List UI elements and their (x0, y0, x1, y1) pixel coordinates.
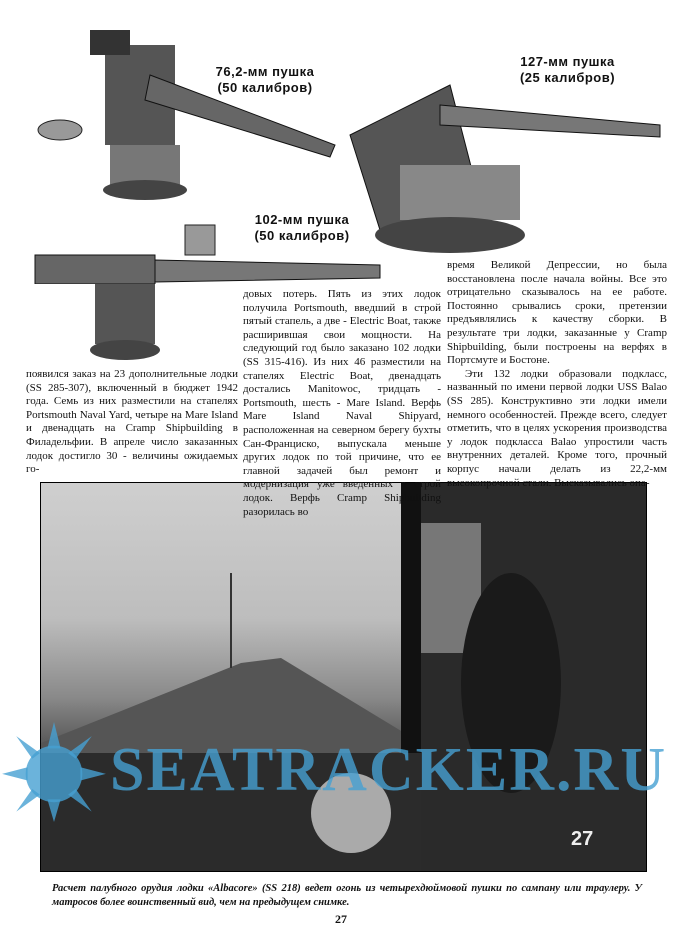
photo-scene (41, 483, 646, 872)
photo-corner-number: 27 (571, 828, 594, 850)
label-line: 76,2-мм пушка (215, 64, 315, 79)
paragraph: появился заказ на 23 дополнительные лодки (SS 285-307), включенный в бюджет 1942 года. Семь из них разместили на стапелях Portsmouth Naval Yard, четыре на Mare Island и двенадцать на Cramp Shipbuilding в Филадельфии. В апреле число заказанных лодок достигло 30 - величины ожидаемых го- (26, 368, 238, 476)
crew-photo (40, 482, 647, 872)
watermark: SEATRACKER.RU (110, 736, 668, 804)
paragraph: Эти 132 лодки образовали подкласс, названный по имени первой лодки USS Balao (SS 285). Конструктивно эти лодки имели немного особенностей. Прежде всего, следует отметить, что в целях ускорения производства у лодок подкласса Balao упростили часть внутренних деталей. Кроме того, прочный корпус начали делать из 22,2-мм высокопрочной стали. Высказывались опа- (447, 367, 667, 489)
gun-76mm-illustration (30, 25, 350, 205)
label-line: (50 калибров) (217, 80, 313, 95)
gun-102mm-mount-illustration (25, 284, 235, 364)
starburst-logo-icon (2, 722, 106, 822)
page-number: 27 (335, 912, 347, 926)
gun-76mm-label (200, 64, 330, 96)
text-column-left (26, 368, 238, 477)
gun-127mm-label (505, 54, 630, 86)
label-line: 102-мм пушка (254, 212, 350, 227)
label-line: 127-мм пушка (520, 54, 615, 69)
label-line: (25 калибров) (519, 70, 616, 85)
photo-caption: Расчет палубного орудия лодки «Albacore» (SS 218) ведет огонь из четырехдюймовой пушки по сампану или траулеру. У матросов более воинственный вид, чем на предыдущем снимке. (52, 883, 642, 908)
text-column-middle (243, 288, 441, 519)
paragraph: время Великой Депрессии, но была восстановлена после начала войны. Все это отрицательно сказывалось на ее работе. Постоянно срывались сроки, претензии предъявлялись к качеству сборки. В результате три лодки, заказанные у Cramp Shipbuilding, были построены на верфях в Портсмуте и Бостоне. (447, 259, 667, 367)
gun-102mm-label (242, 212, 362, 244)
paragraph: довых потерь. Пять из этих лодок получила Portsmouth, введший в строй пятый стапель, а две - Electric Boat, также расширившая свои мощности. На следующий год было заказано 102 лодки (SS 315-416). Из них 46 разместили на стапелях Electric Boat, двенадцать достались Manitowoc, тридцать - Portsmouth, шесть - Mare Island. Верфь Mare Island Naval Shipyard, расположенная на северном берегу бухты Сан-Франциско, выпускала меньше других лодок по той причине, что ее главной задачей был ремонт и модернизация уже введенных в строй лодок. Верфь Cramp Shipbuilding разорилась во (243, 288, 441, 518)
label-line: (50 калибров) (254, 228, 350, 243)
text-column-right (447, 259, 667, 490)
